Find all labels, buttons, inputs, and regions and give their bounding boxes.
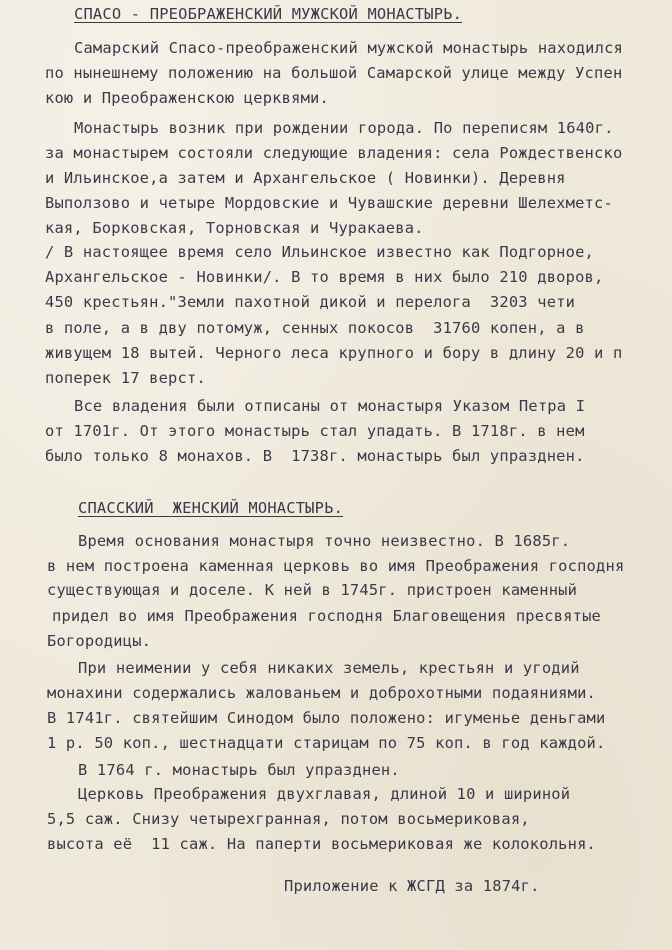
- section1-line: и Ильинское,а затем и Архангельское ( Новинки). Деревня: [45, 169, 566, 187]
- section1-line: по нынешнему положению на большой Самарской улице между Успен: [45, 64, 623, 82]
- section2-line: Богородицы.: [47, 632, 152, 650]
- section2-line: существующая и доселе. К ней в 1745г. пристроен каменный: [47, 581, 578, 599]
- section1-line: кая, Борковская, Торновская и Чуракаева.: [45, 219, 424, 237]
- section1-line: 450 крестьян."Земли пахотной дикой и перелога 3203 чети: [45, 293, 576, 311]
- source-note: Приложение к ЖСГД за 1874г.: [284, 877, 540, 895]
- section1-line: было только 8 монахов. В 1738г. монастырь был упразднен.: [45, 447, 585, 465]
- section2-line: Время основания монастыря точно неизвестно. В 1685г.: [78, 532, 571, 550]
- section1-line: Все владения были отписаны от монастыря Указом Петра I: [74, 397, 586, 415]
- section2-line: В 1741г. святейшим Синодом было положено: игуменье деньгами: [47, 709, 606, 727]
- section2-line: в нем построена каменная церковь во имя Преображения господня: [47, 557, 625, 575]
- section1-line: Монастырь возник при рождении города. По переписям 1640г.: [74, 119, 614, 137]
- section2-line: придел во имя Преображения господня Благовещения пресвятые: [52, 607, 602, 625]
- section2-title: СПАССКИЙ ЖЕНСКИЙ МОНАСТЫРЬ.: [78, 499, 344, 517]
- section1-line: Выползово и четыре Мордовские и Чувашские деревни Шелехметс-: [45, 194, 613, 212]
- section1-line: / В настоящее время село Ильинское известно как Подгорное,: [45, 243, 595, 261]
- section1-line: от 1701г. От этого монастырь стал упадать. В 1718г. в нем: [45, 422, 585, 440]
- section1-title: СПАСО - ПРЕОБРАЖЕНСКИЙ МУЖСКОЙ МОНАСТЫРЬ.: [74, 5, 463, 23]
- section2-line: Церковь Преображения двухглавая, длиной 10 и шириной: [78, 785, 571, 803]
- section2-line: высота её 11 саж. На паперти восьмериковая же колокольня.: [47, 835, 597, 853]
- section2-line: 5,5 саж. Снизу четырехгранная, потом восьмериковая,: [47, 810, 530, 828]
- section1-line: живущем 18 вытей. Черного леса крупного и бору в длину 20 и п: [45, 344, 623, 362]
- section2-line: При неимении у себя никаких земель, крестьян и угодий: [78, 659, 580, 677]
- section1-line: Архангельское - Новинки/. В то время в них было 210 дворов,: [45, 268, 604, 286]
- section1-line: за монастырем состояли следующие владения: села Рождественско: [45, 144, 623, 162]
- section1-line: кою и Преображенскою церквями.: [45, 89, 329, 107]
- section1-line: в поле, а в дву потомуж, сенных покосов 31760 копен, а в: [45, 319, 585, 337]
- section1-line: поперек 17 верст.: [45, 369, 206, 387]
- section2-line: В 1764 г. монастырь был упразднен.: [78, 761, 400, 779]
- section2-line: 1 р. 50 коп., шестнадцати старицам по 75 коп. в год каждой.: [47, 734, 606, 752]
- section1-line: Самарский Спасо-преображенский мужской монастырь находился: [74, 39, 624, 57]
- section2-line: монахини содержались жалованьем и доброхотными подаяниями.: [47, 684, 597, 702]
